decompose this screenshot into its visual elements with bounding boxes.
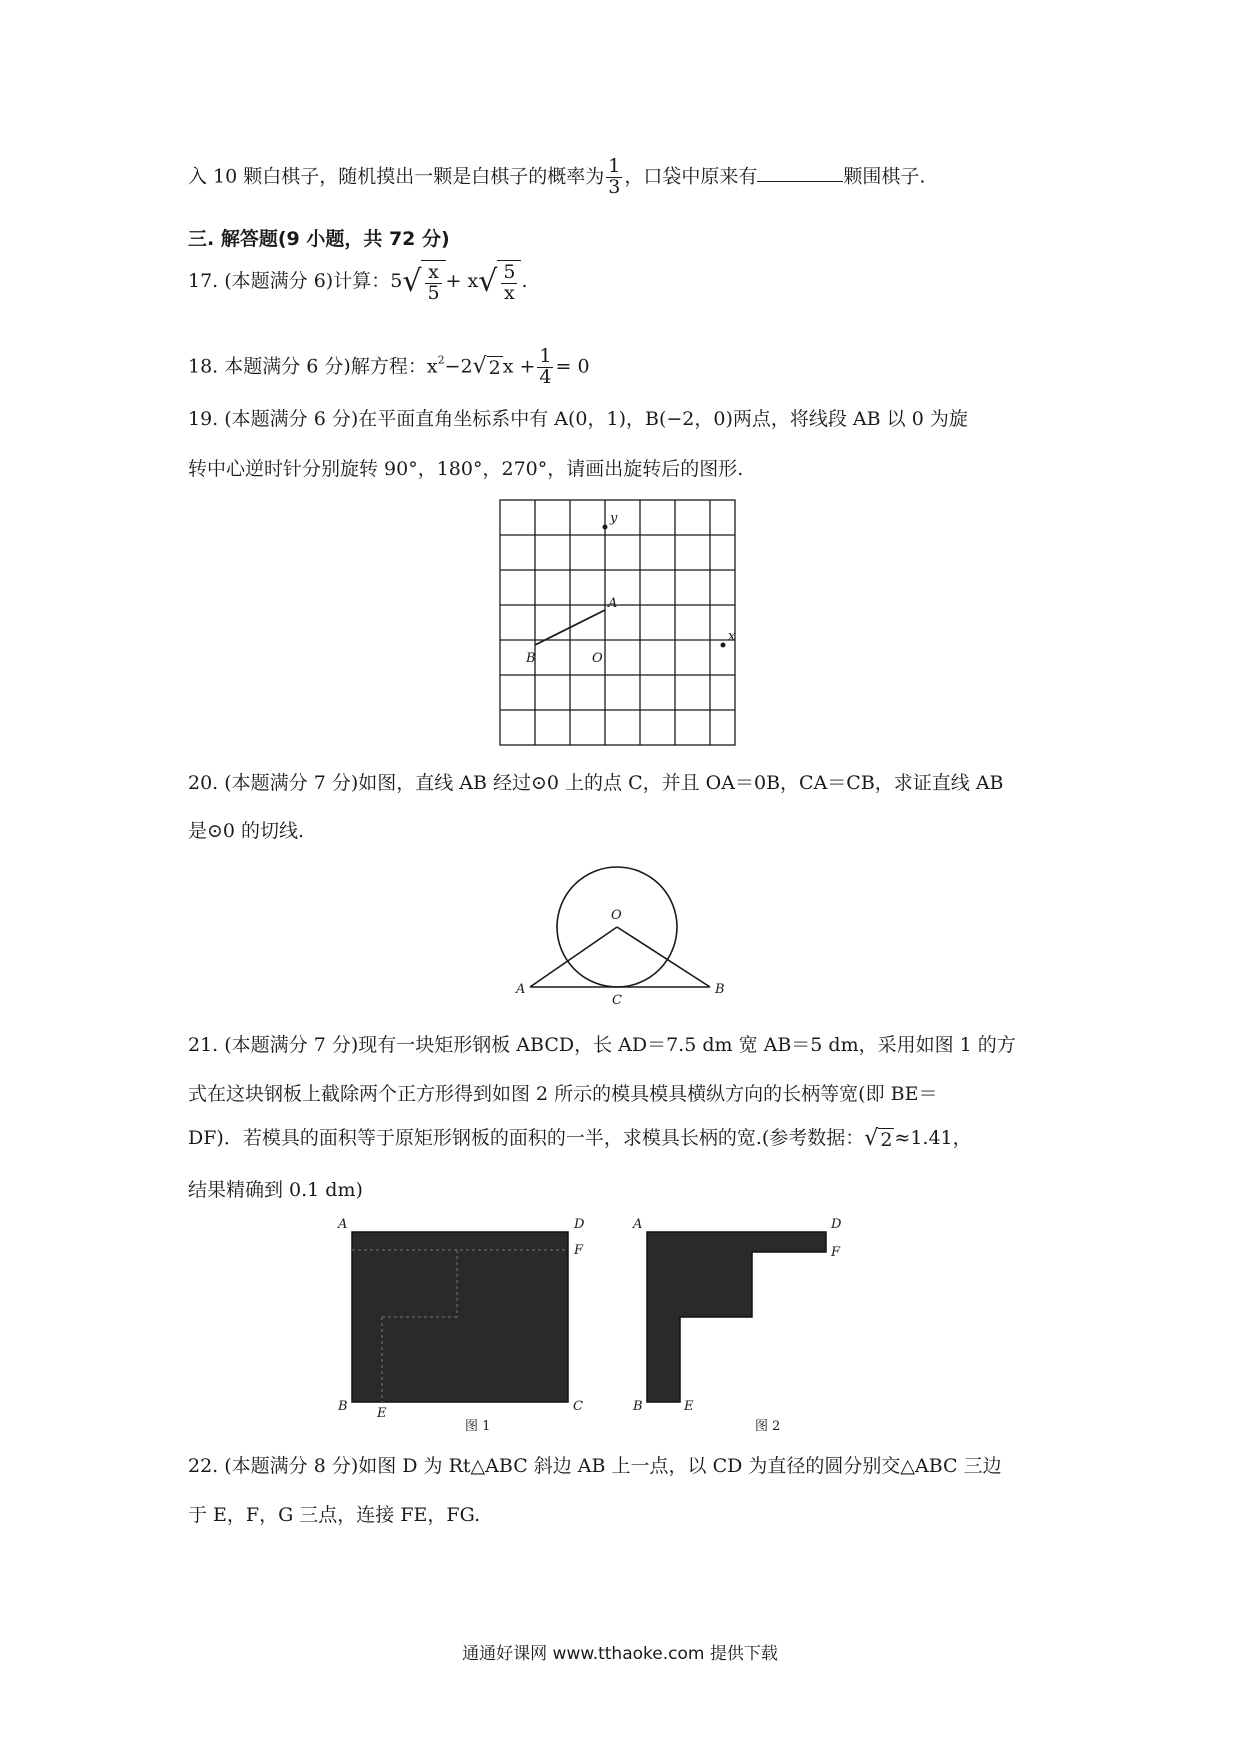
q18-fraction: [537, 347, 553, 388]
q18-minus: −2: [444, 355, 473, 378]
q17-sqrt-1: √ $\frac{x}{5}$: [402, 260, 445, 304]
q16-text-2: ，口袋中原来有: [624, 165, 758, 188]
q16-tail: [188, 157, 925, 198]
fig1-label-f: F: [574, 1243, 584, 1258]
fig2-label-d: D: [831, 1217, 842, 1232]
segment-ob: [617, 927, 710, 987]
q20-circle-figure: [505, 860, 745, 1005]
fig2-label-e: E: [684, 1399, 694, 1414]
x-axis-arrow-dot: [721, 643, 726, 648]
q18-x: x: [426, 355, 438, 378]
q16-frac-den: 3: [608, 175, 621, 198]
label-x: x: [728, 629, 736, 644]
q21-line-3: [188, 1128, 972, 1150]
fig1-label-a: A: [338, 1217, 348, 1232]
q20-line-2: 是⊙0 的切线.: [188, 820, 305, 842]
label-b: B: [526, 651, 536, 666]
q17-f2-num: 5: [503, 261, 516, 283]
q19-line-2: 转中心逆时针分别旋转 90°，180°，270°，请画出旋转后的图形.: [188, 458, 744, 480]
q16-text-1: 入 10 颗白棋子，随机摸出一颗是白棋子的概率为: [188, 165, 605, 188]
q21-line-4: 结果精确到 0.1 dm): [188, 1179, 363, 1201]
fig1-label-c: C: [573, 1399, 583, 1414]
q22-line-1: 22. (本题满分 8 分)如图 D 为 Rt△ABC 斜边 AB 上一点，以 CD 为直径的圆分别交△ABC 三边: [188, 1455, 1002, 1477]
y-axis-arrow-dot: [603, 525, 608, 530]
q21-line-3-a: DF)．若模具的面积等于原矩形钢板的面积的一半，求模具长柄的宽.(参考数据：: [188, 1127, 865, 1149]
fig2-label-b: B: [633, 1399, 643, 1414]
q19-coordinate-grid: [490, 495, 750, 750]
q16-fraction: [606, 157, 622, 198]
q16-answer-blank[interactable]: [757, 164, 843, 182]
q18-eq: = 0: [555, 355, 590, 378]
q16-text-3: 颗围棋子.: [843, 165, 926, 188]
q18-f-den: 4: [539, 365, 552, 388]
label-o: O: [611, 908, 622, 923]
q18-exp: 2: [437, 353, 445, 367]
figure-1: [337, 1217, 585, 1434]
page-footer: 通通好课网 www.tthaoke.com 提供下载: [462, 1644, 778, 1664]
fig1-label-b: B: [338, 1399, 348, 1414]
q17-f1-num: x: [425, 263, 441, 284]
fig2-label-a: A: [633, 1217, 643, 1232]
fig1-caption: 图 1: [465, 1419, 491, 1434]
q21-figures: [330, 1212, 920, 1437]
q18: [188, 347, 590, 388]
q22-line-2: 于 E，F，G 三点，连接 FE，FG.: [188, 1504, 481, 1526]
segment-oa: [530, 927, 617, 987]
q21-line-1: 21. (本题满分 7 分)现有一块矩形钢板 ABCD，长 AD＝7.5 dm 宽 AB＝5 dm，采用如图 1 的方: [188, 1034, 1016, 1056]
q17-end: .: [521, 269, 528, 292]
q19-line-1: 19. (本题满分 6 分)在平面直角坐标系中有 A(0，1)，B(−2，0)两点，将线段 AB 以 0 为旋: [188, 408, 968, 430]
label-a: A: [516, 982, 526, 997]
fig2-caption: 图 2: [755, 1419, 781, 1434]
q21-sqrt: √ 2: [864, 1126, 893, 1151]
fig2-label-f: F: [831, 1245, 841, 1260]
q20-line-1: 20. (本题满分 7 分)如图，直线 AB 经过⊙0 上的点 C，并且 OA＝0B，CA＝CB，求证直线 AB: [188, 772, 1004, 794]
label-y: y: [610, 511, 618, 526]
q21-line-2: 式在这块钢板上截除两个正方形得到如图 2 所示的模具模具横纵方向的长柄等宽(即 BE＝: [188, 1083, 938, 1105]
q17-coef: 5: [390, 269, 403, 292]
q18-f-num: 1: [539, 345, 552, 367]
q18-prefix: 18. 本题满分 6 分)解方程：: [188, 355, 427, 378]
q17-sqrt-2: √ $\frac{5}{x}$: [478, 260, 521, 304]
q18-rad: 2: [488, 357, 501, 380]
section3-heading: 三. 解答题(9 小题，共 72 分): [188, 228, 450, 250]
q17-plus: + x: [445, 269, 479, 292]
q21-rad: 2: [880, 1129, 893, 1151]
figure-2: [632, 1217, 842, 1434]
fig1-label-e: E: [377, 1406, 387, 1421]
q17: [188, 260, 527, 304]
q17-f2-den: x: [504, 281, 515, 304]
q17-prefix: 17. (本题满分 6)计算：: [188, 269, 391, 292]
fig2-mold: [647, 1232, 826, 1402]
grid-lines: [500, 500, 735, 745]
q18-x2: x +: [502, 355, 536, 378]
label-o: O: [592, 651, 603, 666]
fig1-label-d: D: [574, 1217, 585, 1232]
q18-sqrt: √ 2: [472, 354, 501, 380]
q17-f1-den: 5: [427, 281, 440, 304]
label-a: A: [608, 596, 618, 611]
label-c: C: [612, 993, 622, 1005]
q16-frac-num: 1: [608, 155, 621, 177]
q21-line-3-b: ≈1.41，: [894, 1127, 972, 1149]
label-b: B: [715, 982, 725, 997]
